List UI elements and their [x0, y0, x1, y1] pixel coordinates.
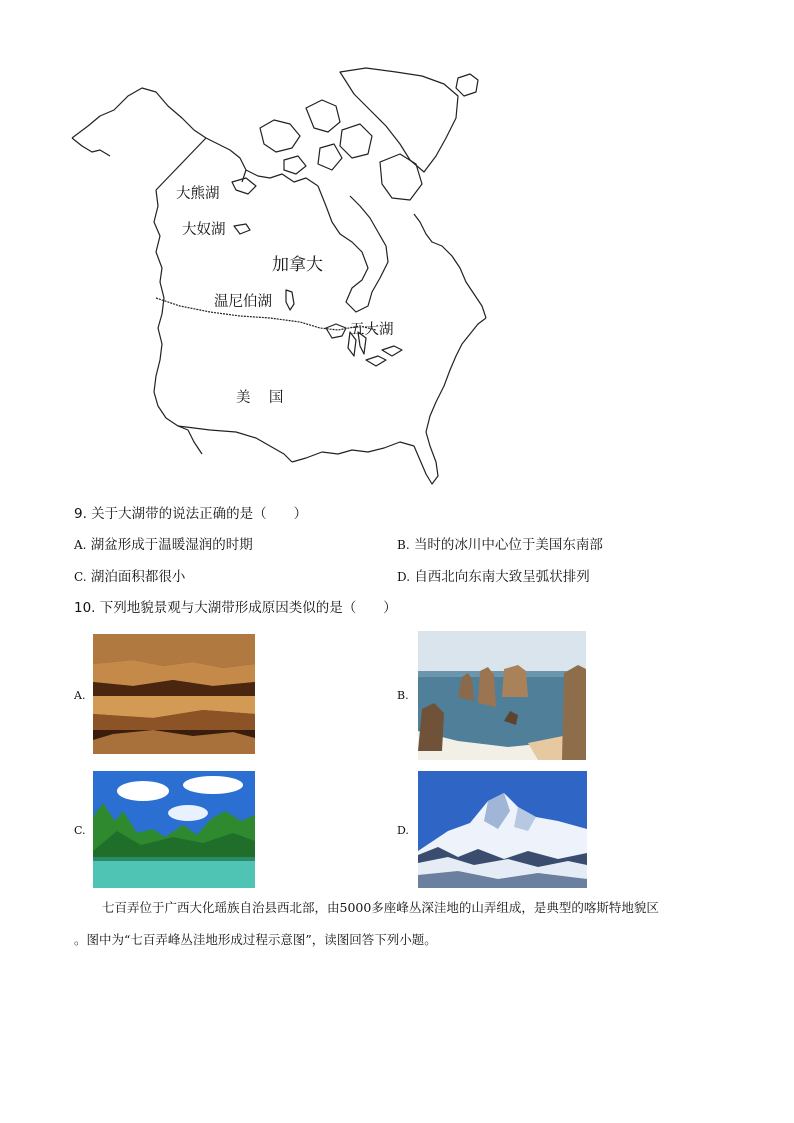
question-9-stem: 9. 关于大湖带的说法正确的是（ ）: [74, 506, 308, 522]
lake-winnipeg-label: 温尼伯湖: [214, 294, 272, 310]
great-bear-lake-label: 大熊湖: [176, 186, 220, 202]
karst-peaks-river: [93, 771, 255, 888]
option-letter: A.: [74, 538, 87, 552]
option-letter: C.: [74, 570, 87, 584]
snow-capped-mountain: [418, 771, 587, 888]
q9-option-d[interactable]: [397, 568, 590, 586]
option-letter: D.: [397, 570, 411, 584]
option-text: 当时的冰川中心位于美国东南部: [413, 537, 603, 553]
q9-option-a[interactable]: [74, 536, 253, 554]
option-text: 湖泊面积都很小: [90, 569, 186, 585]
q10-option-b-letter: B.: [397, 689, 409, 702]
q10-option-a-image[interactable]: [93, 634, 255, 754]
passage-line-2: 。图中为“七百弄峰丛洼地形成过程示意图”，读图回答下列小题。: [74, 932, 437, 947]
usa-label: 美 国: [236, 390, 284, 406]
passage-line-1: 七百弄位于广西大化瑶族自治县西北部，由5000多座峰丛深洼地的山弄组成，是典型的喀斯特地貌区: [102, 900, 659, 915]
map-outline: [70, 66, 492, 490]
q10-option-c-letter: C.: [74, 824, 86, 837]
q10-option-c-image[interactable]: [93, 771, 255, 888]
q9-option-c[interactable]: [74, 568, 185, 586]
north-america-map: [70, 66, 492, 490]
coastal-sea-stacks: [418, 631, 586, 760]
option-text: 湖盆形成于温暖湿润的时期: [90, 537, 253, 553]
great-lakes-label: 五大湖: [350, 322, 394, 338]
great-slave-lake-label: 大奴湖: [182, 222, 226, 238]
option-letter: B.: [397, 538, 410, 552]
q9-option-b[interactable]: [397, 536, 603, 554]
canada-label: 加拿大: [272, 255, 323, 275]
q10-option-d-letter: D.: [397, 824, 409, 837]
q10-option-a-letter: A.: [74, 689, 86, 702]
q10-option-b-image[interactable]: [418, 631, 586, 760]
yardang-canyon-landscape: [93, 634, 255, 754]
q10-option-d-image[interactable]: [418, 771, 587, 888]
option-text: 自西北向东南大致呈弧状排列: [414, 569, 590, 585]
question-10-stem: 10. 下列地貌景观与大湖带形成原因类似的是（ ）: [74, 600, 397, 616]
